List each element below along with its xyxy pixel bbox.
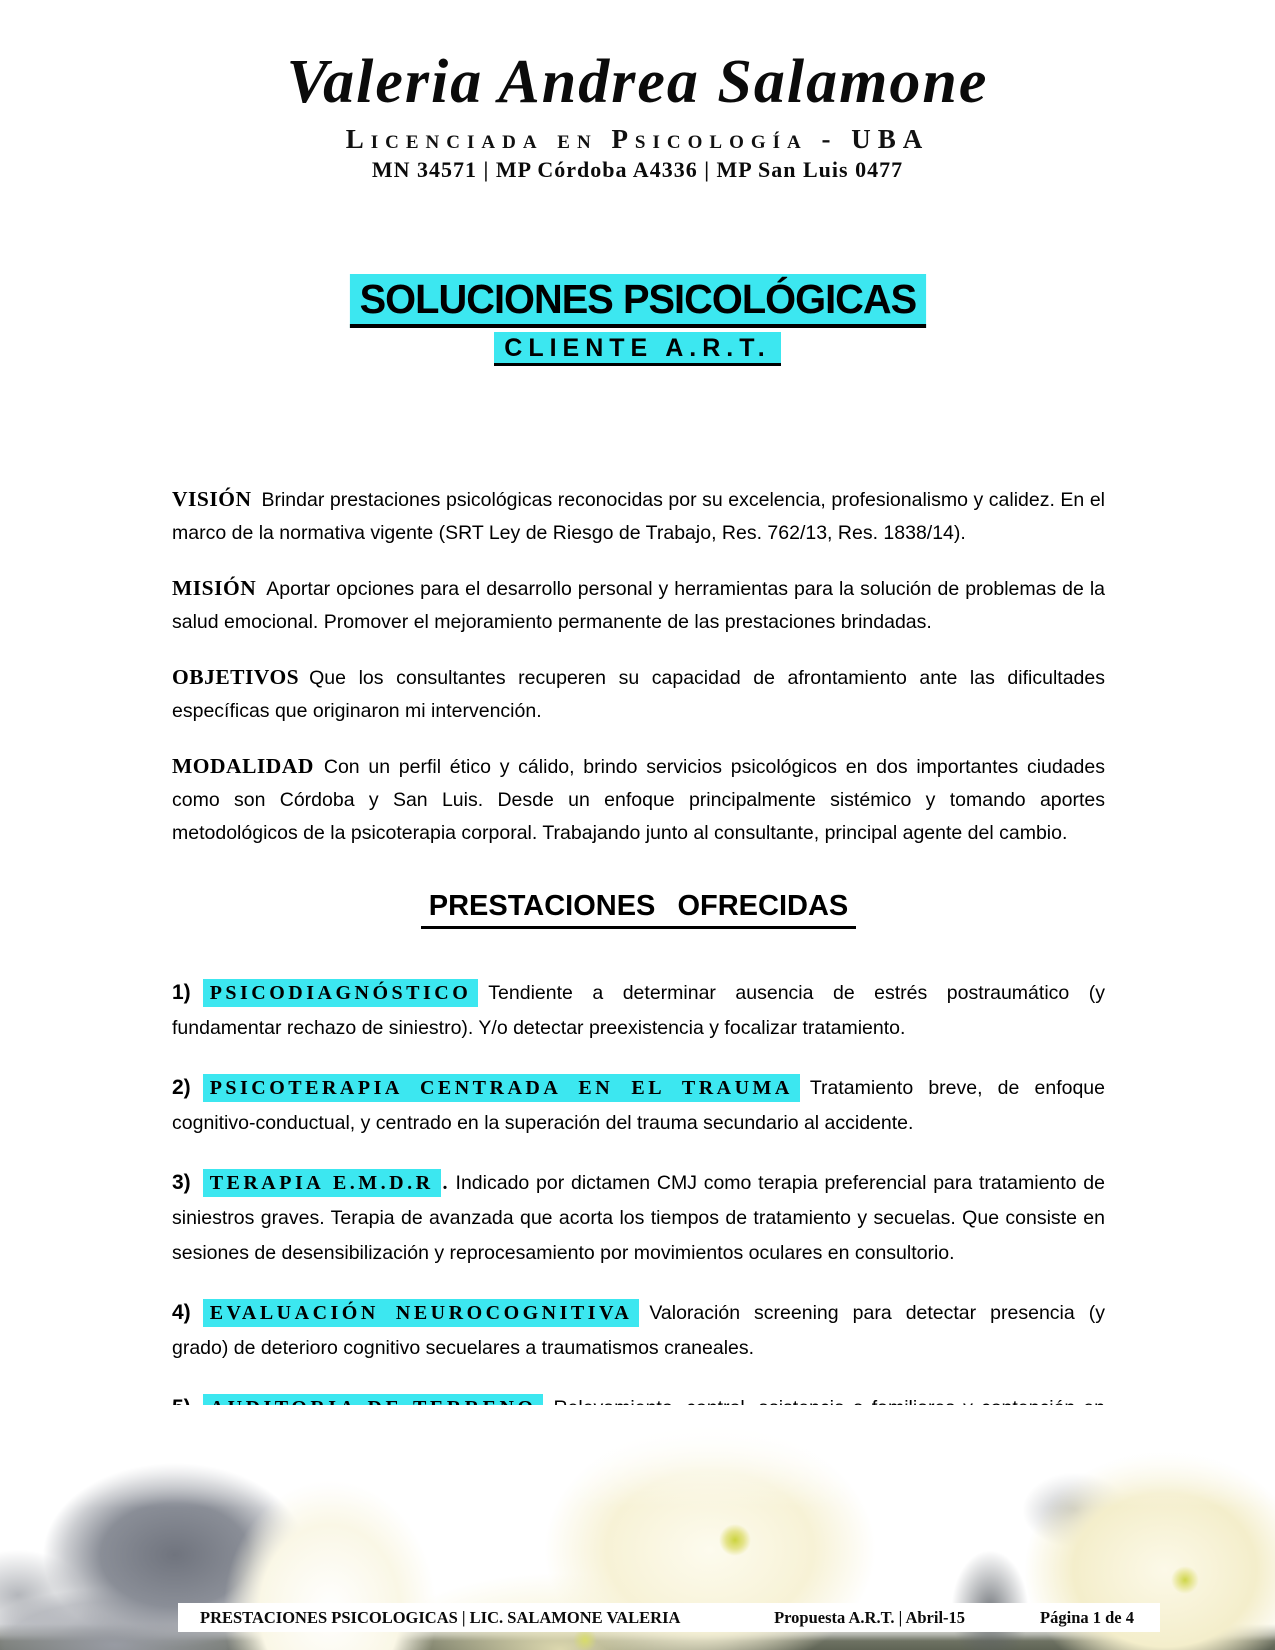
practitioner-name: Valeria Andrea Salamone	[286, 48, 989, 116]
title-block	[0, 274, 1275, 366]
section-label: MODALIDAD	[172, 754, 314, 778]
section-text: Aportar opciones para el desarrollo personal y herramientas para la solución de problemas de la salud emocional. Promover el mejoramiento permanente de las prestaciones brindadas.	[172, 578, 1105, 633]
offering-label: EVALUACIÓN NEUROCOGNITIVA	[203, 1299, 640, 1327]
offering-label: PSICOTERAPIA CENTRADA EN EL TRAUMA	[203, 1074, 800, 1102]
offering-suffix: .	[442, 1172, 448, 1194]
offering-item-1	[172, 975, 1105, 1046]
offering-number: 2)	[172, 1076, 191, 1099]
section-text: Con un perfil ético y cálido, brindo servicios psicológicos en dos importantes ciudades como son Córdoba y San Luis. Desde un enfoque principalmente sistémico y tomando aportes metodológicos de la psicoterapia corporal. Trabajando junto al consultante, principal agente del cambio.	[172, 756, 1105, 844]
document-body	[172, 483, 1105, 1485]
offering-label: PSICODIAGNÓSTICO	[203, 979, 479, 1007]
practitioner-registration: MN 34571 | MP Córdoba A4336 | MP San Luis 0477	[371, 157, 904, 183]
offering-number: 3)	[172, 1171, 191, 1194]
section-label: OBJETIVOS	[172, 665, 300, 689]
offering-item-2	[172, 1070, 1105, 1141]
section-label: MISIÓN	[172, 576, 257, 600]
footer-bar	[178, 1603, 1160, 1632]
section-objetivos	[172, 661, 1105, 728]
letterhead	[0, 48, 1275, 183]
footer-proposal-info: Propuesta A.R.T. | Abril-15	[774, 1607, 966, 1627]
offering-text: Valoración screening para detectar presencia (y grado) de deterioro cognitivo secuelares a traumatismos craneales.	[172, 1302, 1105, 1359]
offering-number: 4)	[172, 1301, 191, 1324]
section-modalidad	[172, 750, 1105, 850]
practitioner-credential: Licenciada en Psicología - UBA	[345, 124, 930, 155]
section-text: Que los consultantes recuperen su capacidad de afrontamiento ante las dificultades específicas que originaron mi intervención.	[172, 667, 1105, 722]
offering-text: Indicado por dictamen CMJ como terapia preferencial para tratamiento de siniestros graves. Terapia de avanzada que acorta los tiempos de tratamiento y secuelas. Que consiste en sesiones de desensibilización y reprocesamiento por movimientos oculares en consultorio.	[172, 1172, 1105, 1264]
section-text: Brindar prestaciones psicológicas reconocidas por su excelencia, profesionalismo y calidez. En el marco de la normativa vigente (SRT Ley de Riesgo de Trabajo, Res. 762/13, Res. 1838/14).	[172, 489, 1105, 544]
offering-text: Tratamiento breve, de enfoque cognitivo-conductual, y centrado en la superación del trauma secundario al accidente.	[172, 1077, 1105, 1134]
offering-number: 1)	[172, 981, 191, 1004]
offering-label: TERAPIA E.M.D.R	[203, 1169, 441, 1197]
offerings-heading: PRESTACIONES OFRECIDAS	[172, 890, 1105, 929]
footer-document-title: PRESTACIONES PSICOLOGICAS | LIC. SALAMONE VALERIA	[200, 1607, 681, 1627]
document-subtitle: CLIENTE A.R.T.	[494, 332, 780, 366]
section-label: VISIÓN	[172, 487, 252, 511]
offering-text: Tendiente a determinar ausencia de estrés postraumático (y fundamentar rechazo de siniestro). Y/o detectar preexistencia y focalizar tratamiento.	[172, 982, 1105, 1039]
section-vision	[172, 483, 1105, 550]
offering-item-3	[172, 1165, 1105, 1271]
document-title: SOLUCIONES PSICOLÓGICAS	[349, 274, 925, 328]
section-mision	[172, 572, 1105, 639]
offering-item-4	[172, 1295, 1105, 1366]
footer-page-number: Página 1 de 4	[1040, 1607, 1134, 1627]
